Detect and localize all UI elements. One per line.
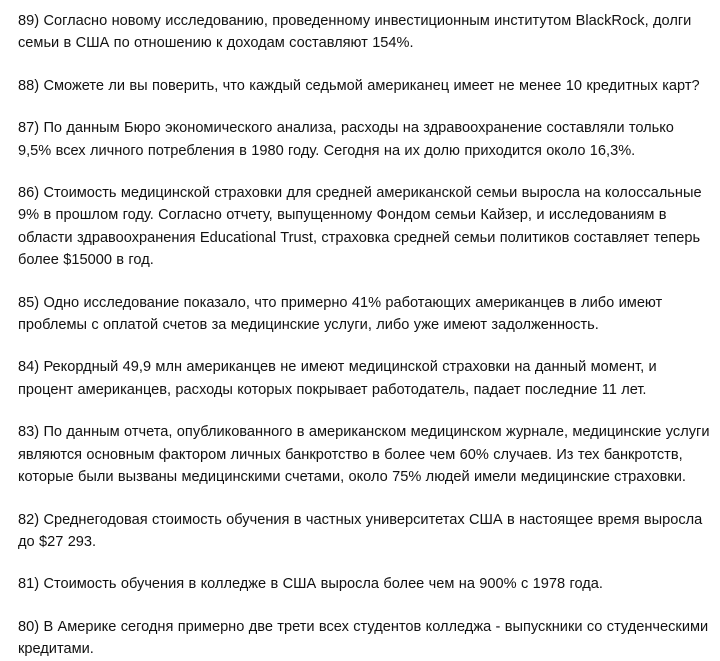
fact-paragraph-87: 87) По данным Бюро экономического анализа, расходы на здравоохранение составляли только 9,5% всех личного потребления в 1980 году. Сегодня на их долю приходится около 16,3%. (18, 120, 674, 159)
fact-paragraph-80: 80) В Америке сегодня примерно две трети всех студентов колледжа - выпускники со студенческими кредитами. (18, 618, 709, 658)
fact-paragraph-89: 89) Согласно новому исследованию, проведенному инвестиционным институтом BlackRock, долги семьи в США по отношению к доходам составляют 154%. (18, 13, 692, 52)
fact-paragraph-84: 84) Рекордный 49,9 млн американцев не имеют медицинской страховки на данный момент, и процент американцев, расходы которых покрывает работодатель, падает последние 11 лет. (18, 359, 657, 398)
fact-paragraph-83: 83) По данным отчета, опубликованного в американском медицинском журнале, медицинские услуги являются основным фактором личных банкротство в более чем 60% случаев. Из тех банкротств, которые были вызваны медицинскими счетами, около 75% людей имели медицинские страховки. (18, 424, 710, 486)
fact-paragraph-81: 81) Стоимость обучения в колледже в США выросла более чем на 900% с 1978 года. (18, 576, 603, 593)
fact-paragraph-88: 88) Сможете ли вы поверить, что каждый седьмой американец имеет не менее 10 кредитных карт? (18, 77, 700, 94)
fact-paragraph-85: 85) Одно исследование показало, что примерно 41% работающих американцев в либо имеют проблемы с оплатой счетов за медицинские услуги, либо уже имеют задолженность. (18, 294, 663, 334)
article-body (18, 10, 710, 661)
fact-paragraph-86: 86) Стоимость медицинской страховки для средней американской семьи выросла на колоссальные 9% в прошлом году. Согласно отчету, выпущенному Фондом семьи Кайзер, и исследованиям в области здравоохранения Educational Trust, страховка средней семьи политиков составляет теперь более $15000 в год. (18, 185, 702, 269)
fact-paragraph-82: 82) Среднегодовая стоимость обучения в частных университетах США в настоящее время выросла до $27 293. (18, 511, 703, 550)
